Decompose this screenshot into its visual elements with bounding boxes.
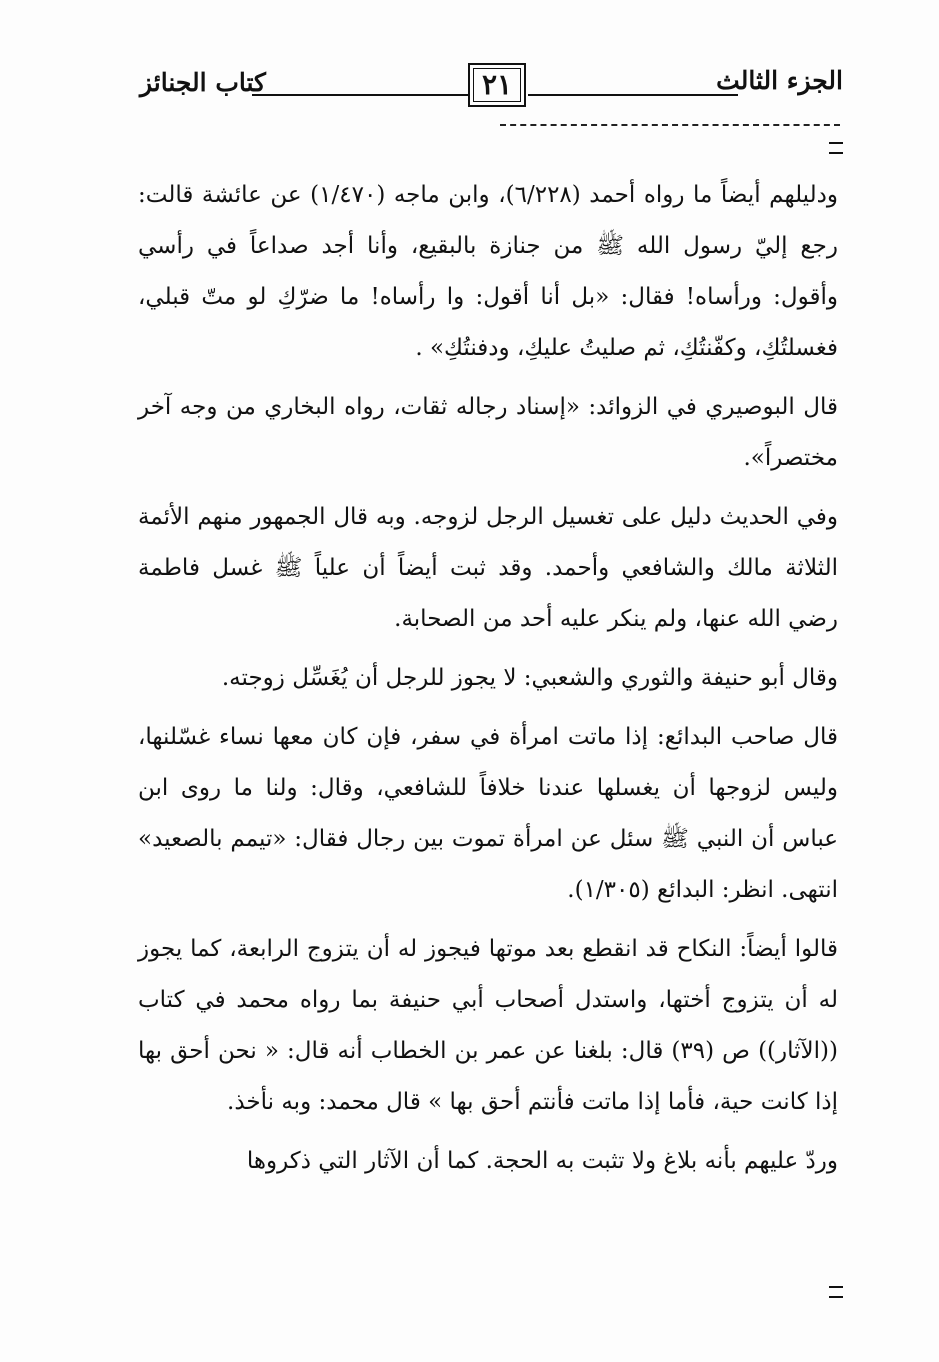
header-part-title: الجزء الثالث [716, 66, 843, 95]
header-book-title: كتاب الجنائز [140, 68, 266, 97]
header-rule-left [252, 94, 468, 96]
header-rule-right [528, 94, 738, 96]
paragraph-busiri: قال البوصيري في الزوائد: «إسناد رجاله ثقات، رواه البخاري من وجه آخر مختصراً». [138, 394, 838, 471]
paragraph-marriage-ended: قالوا أيضاً: النكاح قد انقطع بعد موتها فيجوز له أن يتزوج الرابعة، كما يجوز له أن يتزوج أختها، واستدل أصحاب أبي حنيفة بما رواه محمد في كتاب ((الآثار)) ص (٣٩) قال: بلغنا عن عمر بن الخطاب أنه قال: « نحن أحق بها إذا كانت حية، فأما إذا ماتت فأنتم أحق بها » قال محمد: وبه نأخذ. [138, 936, 838, 1115]
header-dashed-divider [500, 124, 840, 126]
bottom-continuation-mark [829, 1286, 843, 1298]
paragraph-badai: قال صاحب البدائع: إذا ماتت امرأة في سفر، فإن كان معها نساء غسّلنها، وليس لزوجها أن يغسلها عندنا خلافاً للشافعي، وقال: ولنا ما روى ابن عباس أن النبي ﷺ سئل عن امرأة تموت بين رجال فقال: «تيمم بالصعيد» انتهى. انظر: البدائع (١/٣٠٥). [138, 724, 838, 903]
page-number: ٢١ [468, 63, 526, 107]
paragraph-abu-hanifa: وقال أبو حنيفة والثوري والشعبي: لا يجوز للرجل أن يُغَسِّل زوجته. [221, 665, 838, 691]
paragraph-majority-view: وفي الحديث دليل على تغسيل الرجل لزوجه. وبه قال الجمهور منهم الأئمة الثلاثة مالك والشافعي وأحمد. وقد ثبت أيضاً أن علياً ﷺ غسل فاطمة رضي الله عنها، ولم ينكر عليه أحد من الصحابة. [138, 504, 839, 632]
top-continuation-mark [829, 142, 843, 154]
page-body [138, 170, 838, 1195]
paragraph-aisha-hadith: ودليلهم أيضاً ما رواه أحمد (٦/٢٢٨)، وابن ماجه (١/٤٧٠) عن عائشة قالت: رجع إليّ رسول الله ﷺ من جنازة بالبقيع، وأنا أجد صداعاً في رأسي وأقول: ورأساه! فقال: «بل أنا أقول: وا رأساه! ما ضرّكِ لو متّ قبلي، فغسلتُكِ، وكفّنتُكِ، ثم صليتُ عليكِ، ودفنتُكِ» . [138, 182, 838, 361]
paragraph-rebuttal: وردّ عليهم بأنه بلاغ ولا تثبت به الحجة. كما أن الآثار التي ذكروها [246, 1148, 838, 1174]
